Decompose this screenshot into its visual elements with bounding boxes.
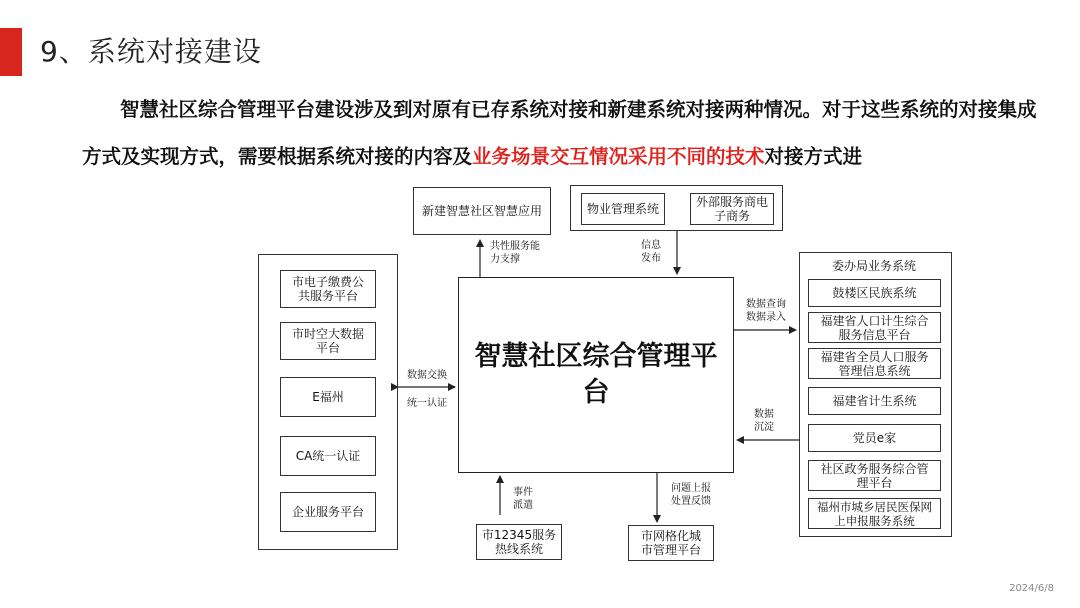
slide-date: 2024/6/8 <box>1009 583 1054 594</box>
label-data-exchange: 数据交换 <box>407 370 447 381</box>
intro-text-end: 对接方式进 <box>764 145 863 168</box>
label-data-settle: 数据沉淀 <box>754 409 774 433</box>
box-gulou-ethnic: 鼓楼区民族系统 <box>808 279 941 307</box>
intro-text: 智慧社区综合管理平台建设涉及到对原有已存系统对接和新建系统对接两种情况。对于这些系统的对接集成方式及实现方式，需要根据系统对接的内容及 <box>82 98 1037 168</box>
right-group-title: 委办局业务系统 <box>832 259 917 273</box>
label-data-query: 数据查询数据录入 <box>746 299 786 323</box>
box-ecommerce: 外部服务商电子商务 <box>690 193 774 225</box>
box-12345-hotline: 市12345服务热线系统 <box>476 524 562 560</box>
box-enterprise: 企业服务平台 <box>280 492 376 532</box>
box-e-payment: 市电子缴费公共服务平台 <box>280 270 376 308</box>
box-e-fuzhou: E福州 <box>280 377 376 417</box>
box-fj-population-mgmt: 福建省全员人口服务管理信息系统 <box>808 348 941 379</box>
box-spatial-data: 市时空大数据平台 <box>280 322 376 360</box>
page-title: 9、系统对接建设 <box>40 35 262 68</box>
box-community-gov: 社区政务服务综合管理平台 <box>808 460 941 491</box>
label-event-dispatch: 事件派遣 <box>513 487 533 511</box>
core-platform: 智慧社区综合管理平台 <box>458 277 734 473</box>
box-party-member: 党员e家 <box>808 424 941 452</box>
intro-highlight: 业务场景交互情况采用不同的技术 <box>472 145 765 168</box>
box-property: 物业管理系统 <box>581 193 665 225</box>
box-fj-family-planning: 福建省计生系统 <box>808 387 941 415</box>
box-medical-insurance: 福州市城乡居民医保网上申报服务系统 <box>808 498 941 529</box>
box-new-app: 新建智慧社区智慧应用 <box>413 187 551 235</box>
label-shared-service: 共性服务能力支撑 <box>490 241 540 265</box>
label-unified-auth: 统一认证 <box>407 398 447 409</box>
box-fj-population-info: 福建省人口计生综合服务信息平台 <box>808 312 941 343</box>
label-info-publish: 信息发布 <box>641 240 661 264</box>
box-grid-mgmt: 市网格化城市管理平台 <box>628 525 714 561</box>
label-issue-report: 问题上报处置反馈 <box>671 483 711 507</box>
box-ca-auth: CA统一认证 <box>280 436 376 476</box>
